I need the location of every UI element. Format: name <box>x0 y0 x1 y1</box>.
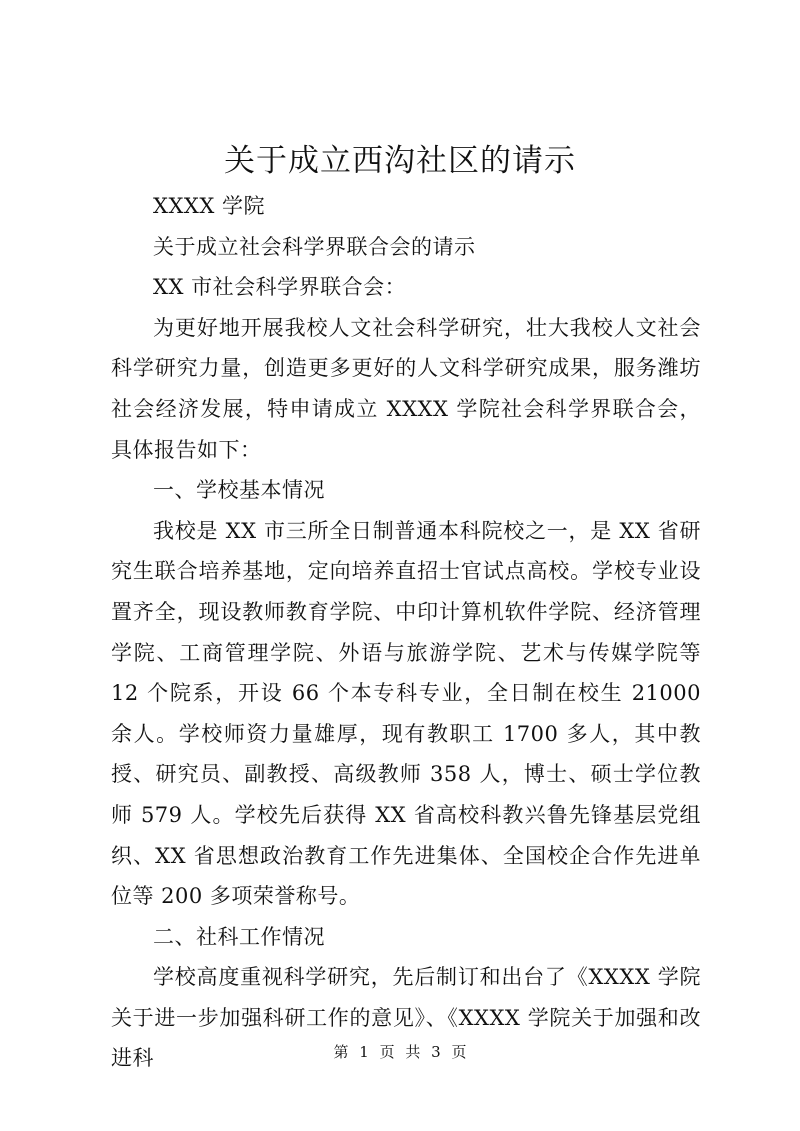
section-heading-2: 二、社科工作情况 <box>153 924 325 949</box>
subject-line: 关于成立社会科学界联合会的请示 <box>153 234 476 259</box>
section-heading-1: 一、学校基本情况 <box>153 478 325 503</box>
document-title: 关于成立西沟社区的请示 <box>224 143 576 179</box>
school-info-paragraph: 我校是 XX 市三所全日制普通本科院校之一，是 XX 省研究生联合培养基地，定向培养直招士官试点高校。学校专业设置齐全，现设教师教育学院、中印计算机软件学院、经济管理学院、工商管理学院、外语与旅游学院、艺术与传媒学院等 12 个院系，开设 66 个本专科专业，全日制在校生 21000 余人。学校师资力量雄厚，现有教职工 1700 多人，其中教授、研究员、副教授、高级教师 358 人，博士、硕士学位教师 579 人。学校先后获得 XX 省高校科教兴鲁先锋基层党组织、XX 省思想政治教育工作先进集体、全国校企合作先进单位等 200 多项荣誉称号。 <box>111 518 701 909</box>
research-paragraph: 学校高度重视科学研究，先后制订和出台了《XXXX 学院关于进一步加强科研工作的意见》、《XXXX 学院关于加强和改进科 <box>111 965 701 1071</box>
intro-paragraph: 为更好地开展我校人文社会科学研究，壮大我校人文社会科学研究力量，创造更多更好的人文科学研究成果，服务潍坊社会经济发展，特申请成立 XXXX 学院社会科学界联合会，具体报告如下： <box>111 315 701 462</box>
sender-line: XXXX 学院 <box>153 194 265 218</box>
document-body <box>111 186 701 1079</box>
page-footer: 第 1 页 共 3 页 <box>333 1043 467 1061</box>
recipient-line: XX 市社会科学界联合会： <box>153 275 407 300</box>
